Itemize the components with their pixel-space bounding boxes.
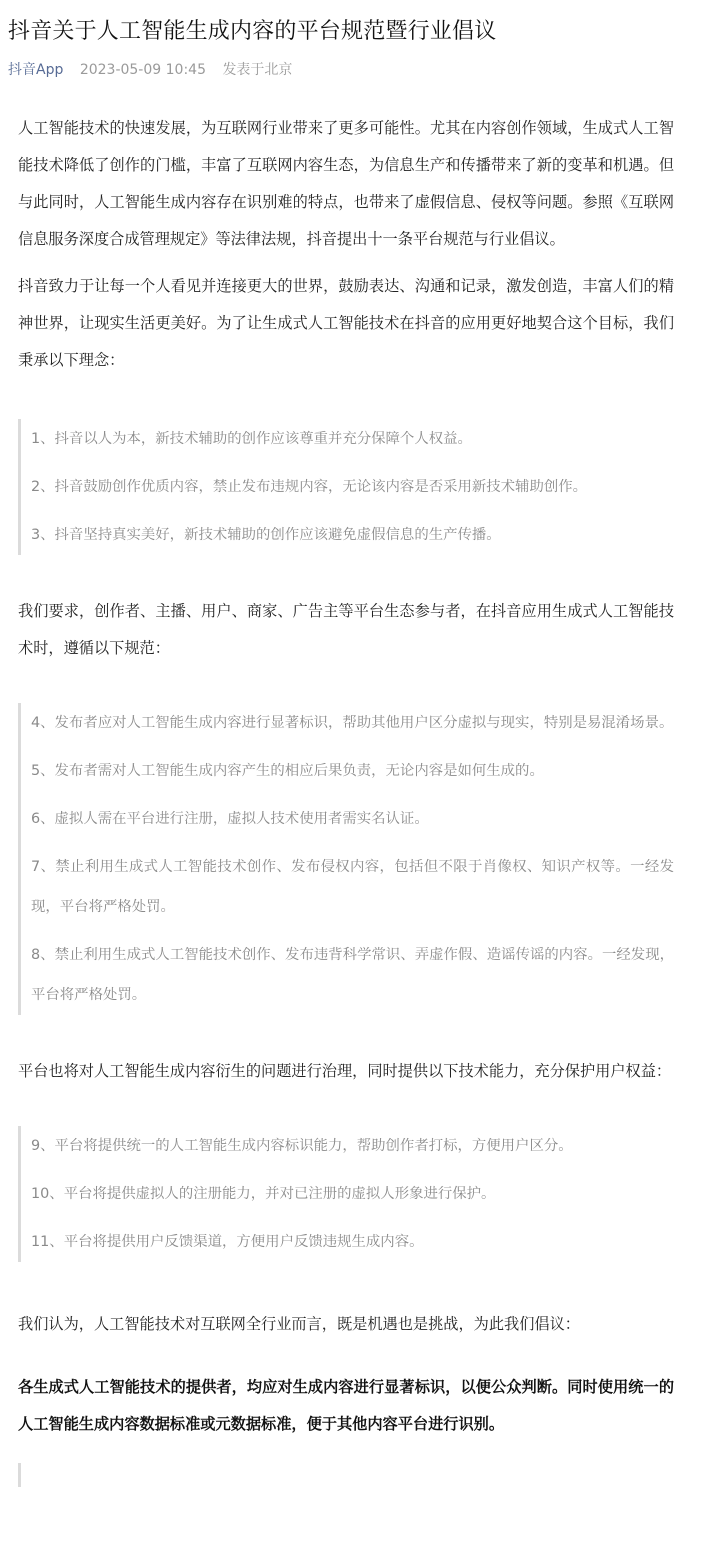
quote-capabilities — [18, 1126, 674, 1262]
quote-item: 8、禁止利用生成式人工智能技术创作、发布违背科学常识、弄虚作假、造谣传谣的内容。一经发现，平台将严格处罚。 — [31, 947, 674, 1003]
quote-item: 4、发布者应对人工智能生成内容进行显著标识，帮助其他用户区分虚拟与现实，特别是易混淆场景。 — [31, 715, 674, 731]
article-body — [0, 110, 714, 1487]
quote-item: 2、抖音鼓励创作优质内容，禁止发布违规内容，无论该内容是否采用新技术辅助创作。 — [31, 479, 588, 495]
quote-item: 1、抖音以人为本，新技术辅助的创作应该尊重并充分保障个人权益。 — [31, 431, 472, 447]
article-meta — [8, 58, 714, 82]
article-location: 发表于北京 — [222, 62, 293, 78]
quote-item: 7、禁止利用生成式人工智能技术创作、发布侵权内容，包括但不限于肖像权、知识产权等。一经发现，平台将严格处罚。 — [31, 859, 674, 915]
quote-item: 3、抖音坚持真实美好，新技术辅助的创作应该避免虚假信息的生产传播。 — [31, 527, 501, 543]
paragraph-requirements: 我们要求，创作者、主播、用户、商家、广告主等平台生态参与者，在抖音应用生成式人工智能技术时，遵循以下规范： — [18, 602, 674, 657]
quote-principles — [18, 419, 674, 555]
quote-item: 10、平台将提供虚拟人的注册能力，并对已注册的虚拟人形象进行保护。 — [31, 1186, 496, 1202]
paragraph-intro: 人工智能技术的快速发展，为互联网行业带来了更多可能性。尤其在内容创作领域，生成式人工智能技术降低了创作的门槛，丰富了互联网内容生态，为信息生产和传播带来了新的变革和机遇。但与此同时，人工智能生成内容存在识别难的特点，也带来了虚假信息、侵权等问题。参照《互联网信息服务深度合成管理规定》等法律法规，抖音提出十一条平台规范与行业倡议。 — [18, 119, 674, 248]
paragraph-initiative: 我们认为，人工智能技术对互联网全行业而言，既是机遇也是挑战，为此我们倡议： — [18, 1315, 580, 1333]
paragraph-initiative-bold: 各生成式人工智能技术的提供者，均应对生成内容进行显著标识，以便公众判断。同时使用统一的人工智能生成内容数据标准或元数据标准，便于其他内容平台进行识别。 — [18, 1378, 674, 1433]
quote-item: 9、平台将提供统一的人工智能生成内容标识能力，帮助创作者打标，方便用户区分。 — [31, 1138, 573, 1154]
quote-rules — [18, 703, 674, 1015]
article-source-link[interactable]: 抖音App — [8, 62, 64, 78]
quote-continued — [18, 1463, 674, 1487]
paragraph-mission: 抖音致力于让每一个人看见并连接更大的世界，鼓励表达、沟通和记录，激发创造，丰富人们的精神世界，让现实生活更美好。为了让生成式人工智能技术在抖音的应用更好地契合这个目标，我们秉承以下理念： — [18, 277, 674, 369]
quote-item: 5、发布者需对人工智能生成内容产生的相应后果负责，无论内容是如何生成的。 — [31, 763, 544, 779]
article-time: 2023-05-09 10:45 — [79, 62, 206, 78]
quote-item: 11、平台将提供用户反馈渠道，方便用户反馈违规生成内容。 — [31, 1234, 424, 1250]
paragraph-governance: 平台也将对人工智能生成内容衍生的问题进行治理，同时提供以下技术能力，充分保护用户权益： — [18, 1062, 672, 1080]
quote-item: 6、虚拟人需在平台进行注册，虚拟人技术使用者需实名认证。 — [31, 811, 429, 827]
article-title: 抖音关于人工智能生成内容的平台规范暨行业倡议 — [8, 19, 497, 44]
